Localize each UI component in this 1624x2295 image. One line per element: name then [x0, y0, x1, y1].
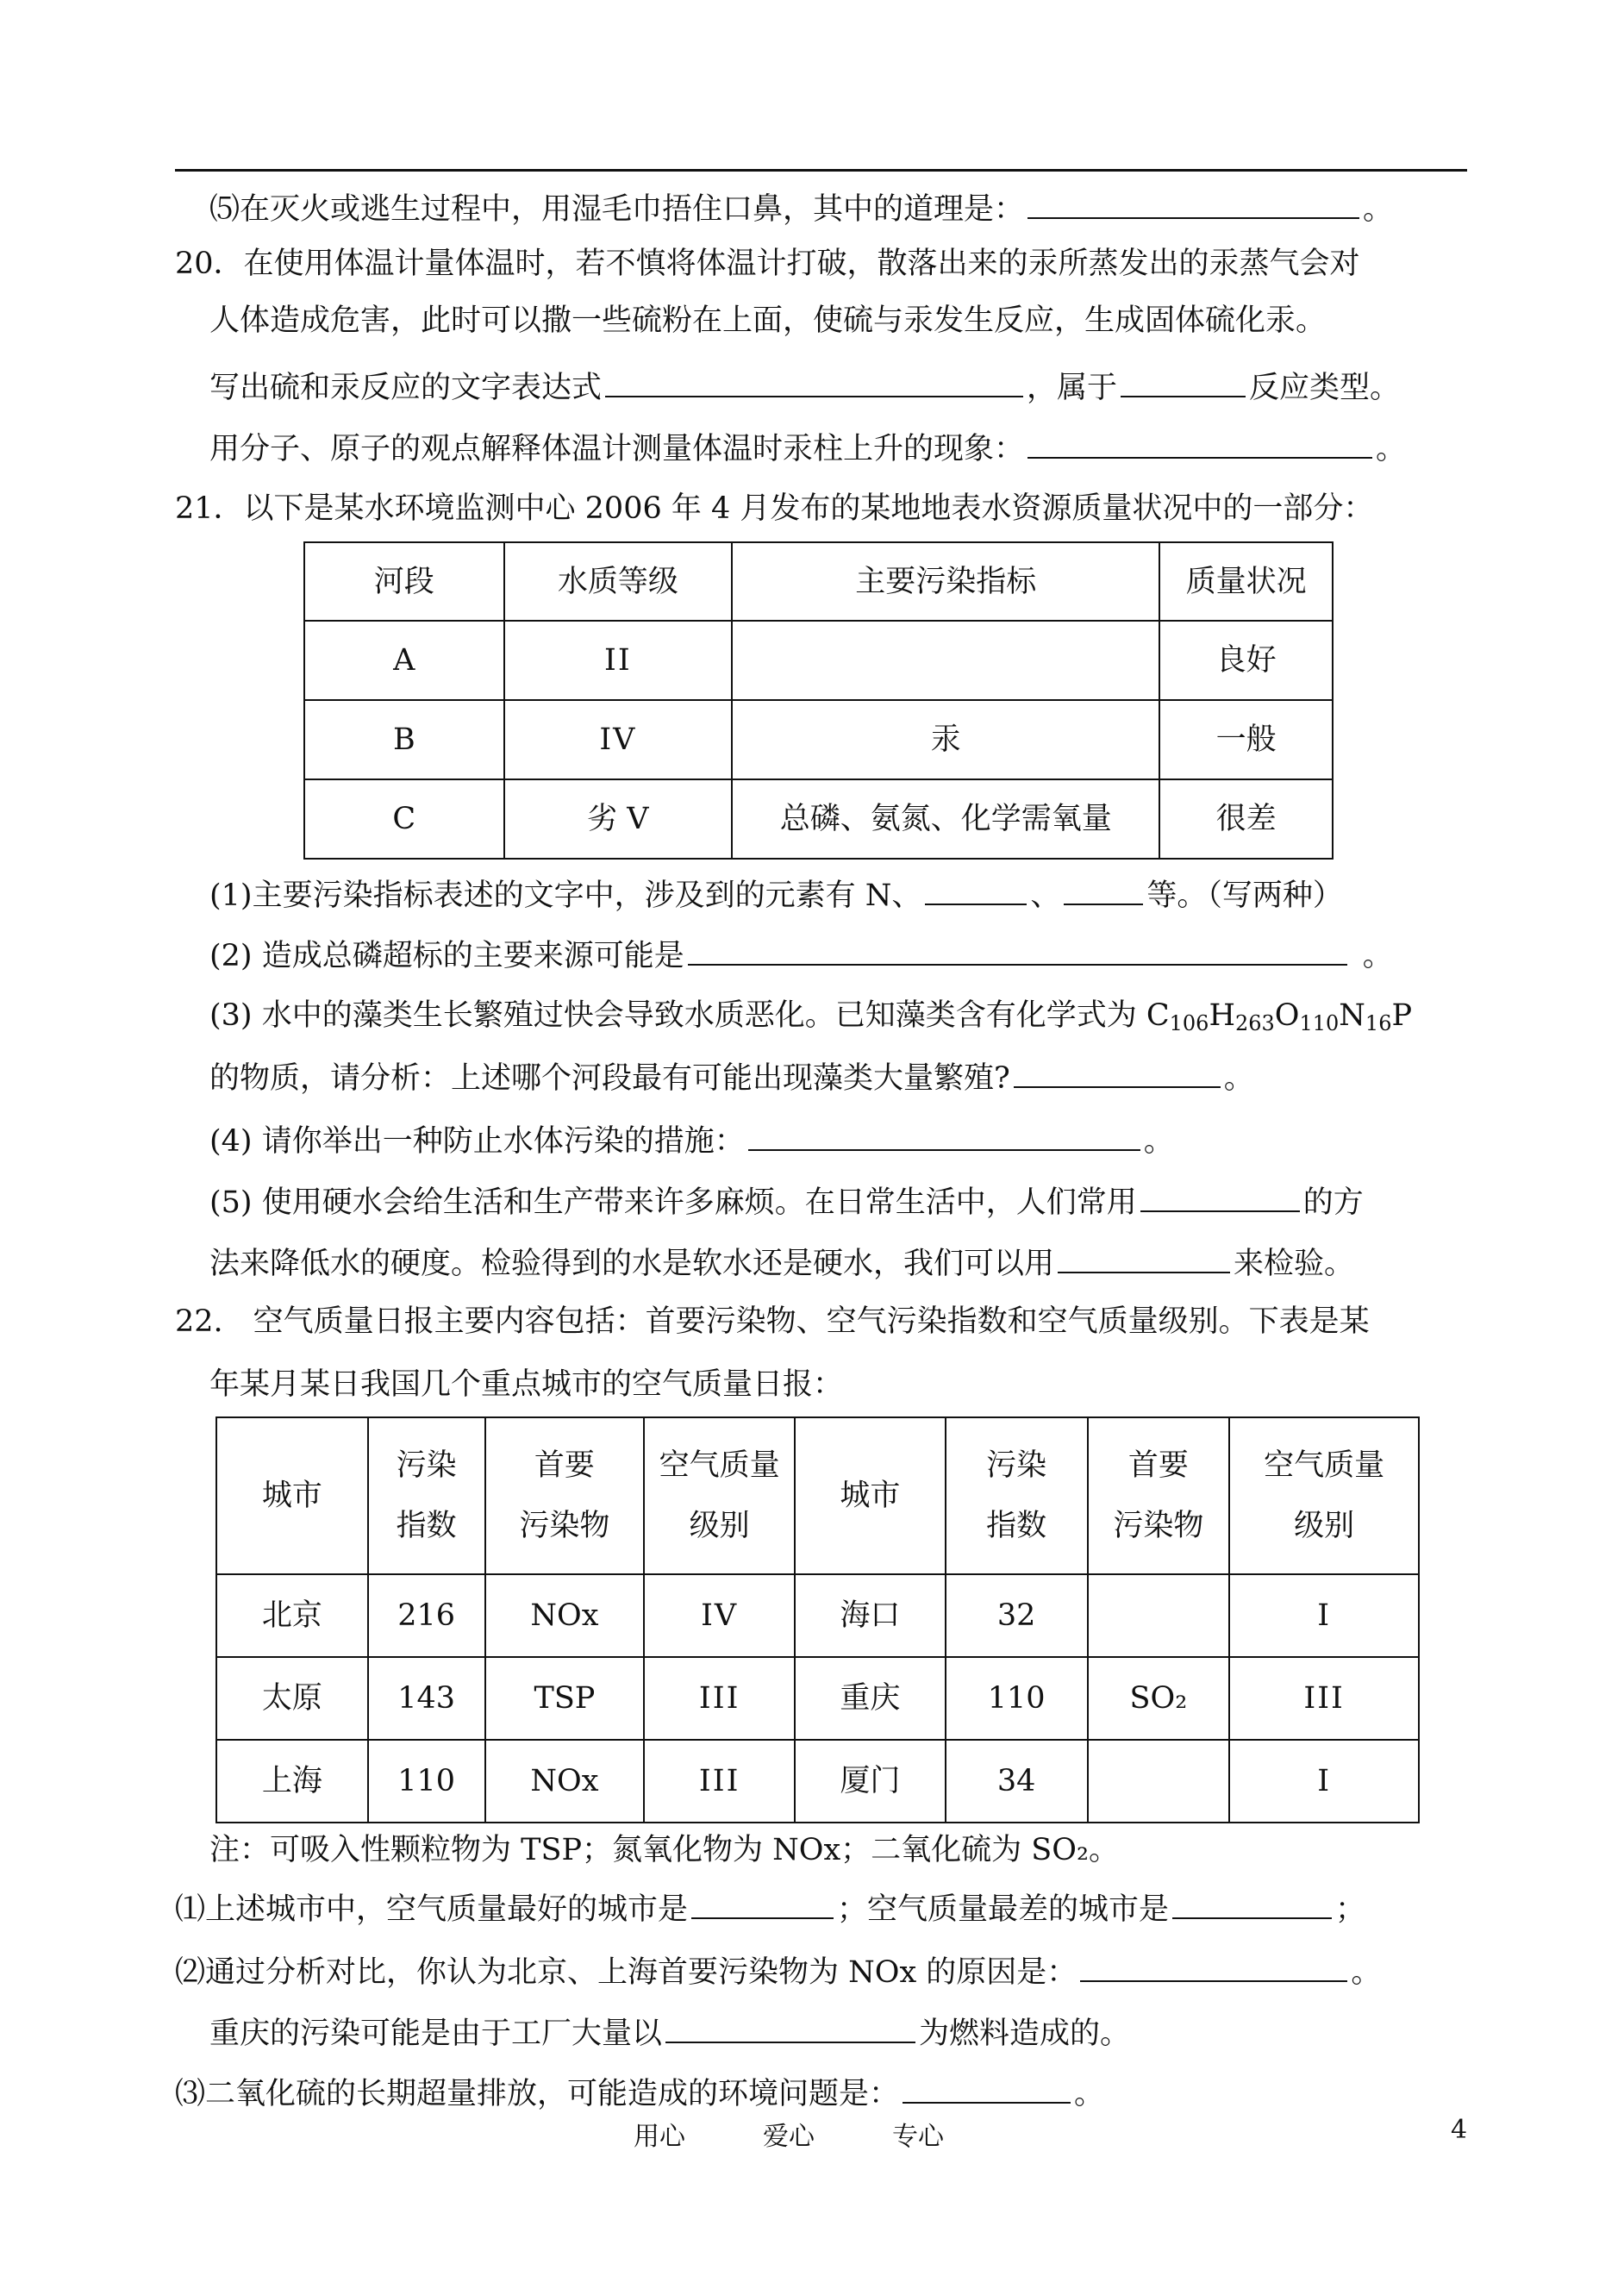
q21-item-5-d: 来检验。: [1234, 1247, 1355, 1281]
table-cell: II: [504, 621, 733, 700]
answer-blank-method[interactable]: [1140, 1181, 1300, 1212]
table-cell: III: [644, 1740, 795, 1823]
page-number: 4: [1451, 2115, 1468, 2145]
table-row: [304, 779, 1333, 859]
header-rule: [175, 169, 1467, 172]
table-cell: [1088, 1740, 1230, 1823]
table-cell: 良好: [1159, 621, 1333, 700]
q22-item-1-b: ；空气质量最差的城市是: [837, 1892, 1170, 1927]
answer-blank-worst-city[interactable]: [1172, 1888, 1332, 1919]
table-cell: 厦门: [795, 1740, 946, 1823]
table-cell: I: [1229, 1574, 1419, 1657]
q22-intro-line-1: 22. 空气质量日报主要内容包括：首要污染物、空气污染指数和空气质量级别。下表是某: [175, 1304, 1370, 1339]
table-row: [304, 700, 1333, 779]
q21-item-3-b: 的物质，请分析：上述哪个河段最有可能出现藻类大量繁殖?: [209, 1061, 1010, 1096]
answer-blank-element-1[interactable]: [925, 874, 1027, 905]
table-row: [216, 1657, 1419, 1740]
table-cell: 110: [368, 1740, 485, 1823]
header-cell: 空气质量 级别: [1229, 1417, 1419, 1574]
q21-item-5-line-1: [209, 1181, 1364, 1222]
q22-item-2-text: ⑵通过分析对比，你认为北京、上海首要污染物为 NOx 的原因是：: [175, 1955, 1077, 1990]
punct: ；: [1335, 1892, 1366, 1927]
header-cell: 空气质量 级别: [644, 1417, 795, 1574]
table-row: [216, 1740, 1419, 1823]
q20-line-3: [209, 366, 1400, 407]
answer-blank-river[interactable]: [1014, 1057, 1221, 1088]
table-cell: 216: [368, 1574, 485, 1657]
q22-intro-line-2: 年某月某日我国几个重点城市的空气质量日报：: [209, 1367, 844, 1402]
answer-blank[interactable]: [1027, 188, 1359, 219]
answer-blank-test[interactable]: [1058, 1242, 1230, 1273]
header-cell: 污染 指数: [368, 1417, 485, 1574]
table-cell: IV: [644, 1574, 795, 1657]
q21-item-1: [209, 874, 1343, 915]
q22-item-1: [175, 1888, 1365, 1929]
q21-item-3-line-2: [209, 1057, 1254, 1097]
q21-item-1-a: (1)主要污染指标表述的文字中，涉及到的元素有 N、: [209, 879, 922, 913]
answer-blank-best-city[interactable]: [691, 1888, 834, 1919]
q21-item-2-text: (2) 造成总磷超标的主要来源可能是: [209, 939, 684, 973]
table-cell: 海口: [795, 1574, 946, 1657]
punct: 。: [1143, 1124, 1174, 1159]
q20-line-3-b: ，属于: [1027, 371, 1118, 405]
q20-line-4: [209, 428, 1406, 468]
q21-item-5-a: (5) 使用硬水会给生活和生产带来许多麻烦。在日常生活中，人们常用: [209, 1185, 1137, 1220]
q19-item-5: [209, 188, 1393, 228]
table-cell: 北京: [216, 1574, 368, 1657]
table-cell: 34: [946, 1740, 1088, 1823]
q22-item-3: [175, 2073, 1104, 2113]
table-cell: A: [304, 621, 504, 700]
header-cell: 主要污染指标: [732, 542, 1159, 621]
table-cell: 重庆: [795, 1657, 946, 1740]
header-cell: 城市: [795, 1417, 946, 1574]
table-cell: C: [304, 779, 504, 859]
q22-item-2-line-2: [209, 2012, 1130, 2053]
answer-blank-env-problem[interactable]: [903, 2073, 1071, 2104]
q19-item-5-text: ⑸在灭火或逃生过程中，用湿毛巾捂住口鼻，其中的道理是：: [209, 192, 1025, 227]
q22-item-2: [175, 1951, 1381, 1992]
table-cell: 劣 V: [504, 779, 733, 859]
table-cell: 总磷、氨氮、化学需氧量: [732, 779, 1159, 859]
q20-line-3-a: 写出硫和汞反应的文字表达式: [209, 371, 603, 405]
answer-blank-reaction-type[interactable]: [1121, 366, 1246, 397]
table-cell: IV: [504, 700, 733, 779]
table-cell: SO₂: [1088, 1657, 1230, 1740]
punct: 。: [1351, 1955, 1382, 1990]
q21-item-4-text: (4) 请你举出一种防止水体污染的措施：: [209, 1124, 745, 1159]
q21-item-3-a: (3) 水中的藻类生长繁殖过快会导致水质恶化。已知藻类含有化学式为: [209, 998, 1146, 1033]
algae-formula: $C_{106}H_{263}O_{110}N_{16}P$: [1146, 998, 1413, 1035]
table-cell: 上海: [216, 1740, 368, 1823]
table-cell: TSP: [485, 1657, 645, 1740]
answer-blank-fuel[interactable]: [665, 2012, 915, 2043]
water-quality-table: [303, 541, 1334, 860]
table-header-row: [216, 1417, 1419, 1574]
punct: 。: [1376, 432, 1407, 466]
q21-item-1-c: 等。（写两种）: [1146, 879, 1343, 913]
q20-line-4-text: 用分子、原子的观点解释体温计测量体温时汞柱上升的现象：: [209, 432, 1025, 466]
q22-item-2-b-end: 为燃料造成的。: [919, 2017, 1131, 2051]
q21-intro: 21．以下是某水环境监测中心 2006 年 4 月发布的某地地表水资源质量状况中的一部分：: [175, 491, 1374, 526]
header-cell: 首要 污染物: [485, 1417, 645, 1574]
q20-line-1: 20．在使用体温计量体温时，若不慎将体温计打破，散落出来的汞所蒸发出的汞蒸气会对: [175, 247, 1360, 281]
q20-line-3-c: 反应类型。: [1249, 371, 1401, 405]
table-cell: 32: [946, 1574, 1088, 1657]
table-cell: [732, 621, 1159, 700]
answer-blank-source[interactable]: [688, 935, 1347, 966]
q21-item-1-b: 、: [1030, 879, 1061, 913]
table-cell: 很差: [1159, 779, 1333, 859]
answer-blank-element-2[interactable]: [1064, 874, 1143, 905]
q22-item-3-text: ⑶二氧化硫的长期超量排放，可能造成的环境问题是：: [175, 2077, 900, 2111]
table-cell: NOx: [485, 1740, 645, 1823]
punct: 。: [1074, 2077, 1105, 2111]
header-cell: 水质等级: [504, 542, 733, 621]
header-cell: 污染 指数: [946, 1417, 1088, 1574]
table-cell: III: [1229, 1657, 1419, 1740]
table-cell: 太原: [216, 1657, 368, 1740]
q22-note: 注：可吸入性颗粒物为 TSP；氮氧化物为 NOx；二氧化硫为 SO₂。: [209, 1833, 1120, 1867]
answer-blank-expression[interactable]: [605, 366, 1023, 397]
table-cell: [1088, 1574, 1230, 1657]
answer-blank-explanation[interactable]: [1027, 428, 1372, 459]
air-quality-table: [215, 1416, 1420, 1823]
q21-item-4: [209, 1120, 1174, 1160]
table-cell: I: [1229, 1740, 1419, 1823]
table-cell: III: [644, 1657, 795, 1740]
table-cell: 110: [946, 1657, 1088, 1740]
punct: 。: [1362, 939, 1393, 973]
table-cell: 一般: [1159, 700, 1333, 779]
answer-blank-measure[interactable]: [748, 1120, 1140, 1151]
q21-item-3-line-1: [209, 997, 1412, 1035]
q21-item-5-b: 的方: [1302, 1185, 1364, 1220]
table-cell: 143: [368, 1657, 485, 1740]
q21-item-5-line-2: [209, 1242, 1354, 1283]
punct: 。: [1363, 192, 1394, 227]
q21-item-5-c: 法来降低水的硬度。检验得到的水是软水还是硬水，我们可以用: [209, 1247, 1055, 1281]
header-cell: 首要 污染物: [1088, 1417, 1230, 1574]
header-cell: 质量状况: [1159, 542, 1333, 621]
q21-item-2: [209, 935, 1393, 975]
table-cell: NOx: [485, 1574, 645, 1657]
header-cell: 河段: [304, 542, 504, 621]
table-header-row: [304, 542, 1333, 621]
punct: 。: [1223, 1061, 1254, 1096]
header-cell: 城市: [216, 1417, 368, 1574]
table-cell: 汞: [732, 700, 1159, 779]
q22-item-1-a: ⑴上述城市中，空气质量最好的城市是: [175, 1892, 689, 1927]
table-row: [216, 1574, 1419, 1657]
table-row: [304, 621, 1333, 700]
q22-item-2-b: 重庆的污染可能是由于工厂大量以: [209, 2017, 663, 2051]
footer-motto: 用心 爱心 专心: [634, 2122, 944, 2152]
q20-line-2: 人体造成危害，此时可以撒一些硫粉在上面，使硫与汞发生反应，生成固体硫化汞。: [209, 303, 1327, 338]
answer-blank-reason[interactable]: [1080, 1951, 1347, 1982]
table-cell: B: [304, 700, 504, 779]
